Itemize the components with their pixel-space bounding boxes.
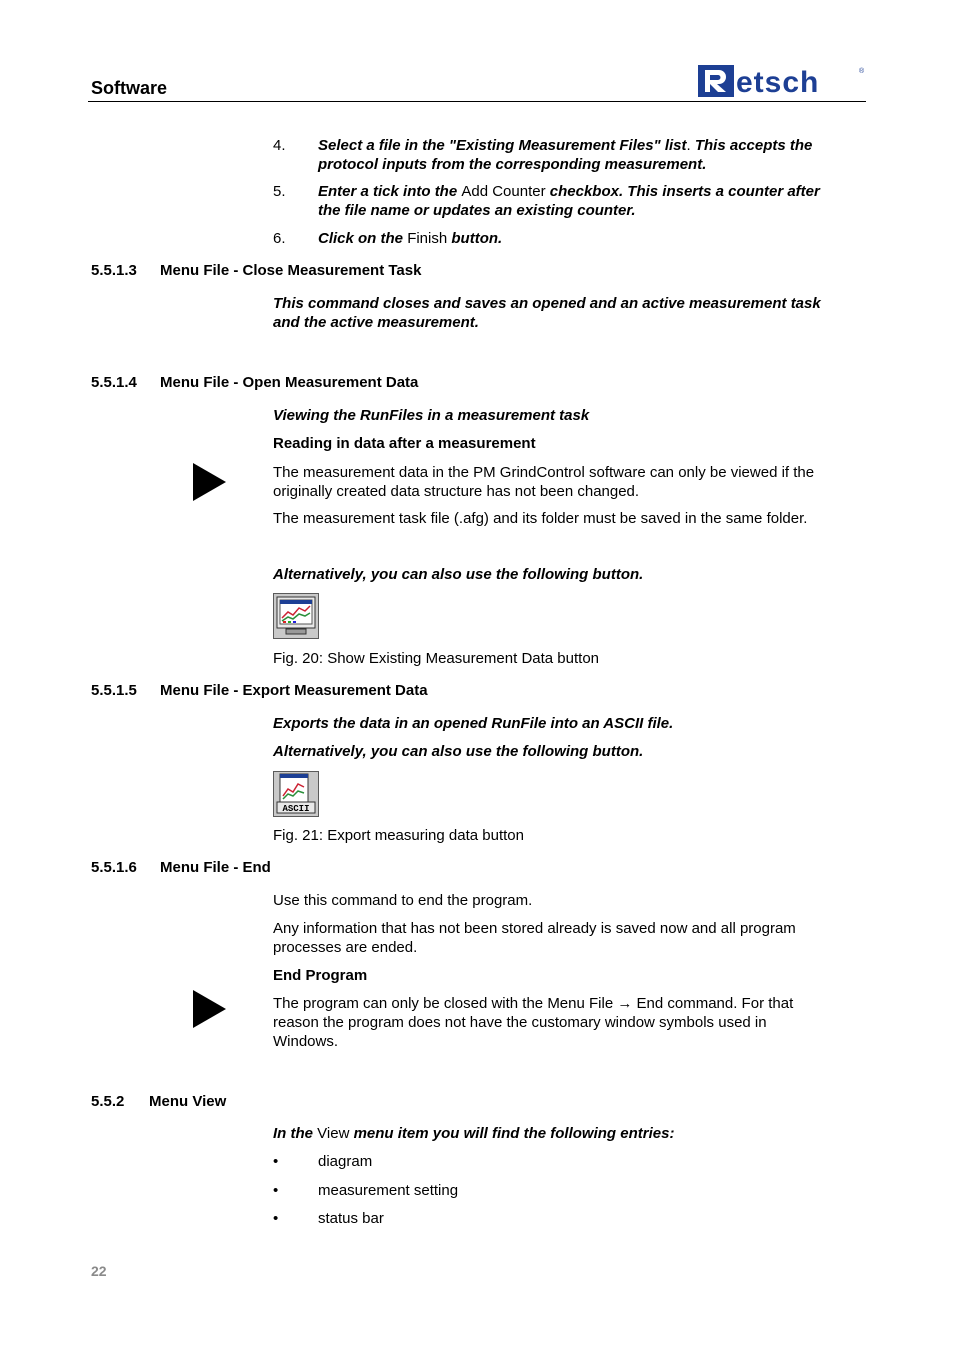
svg-text:®: ® — [859, 68, 865, 75]
section-title-5514: Menu File - Open Measurement Data — [160, 374, 419, 391]
page-number: 22 — [91, 1263, 107, 1279]
end-program-heading: End Program — [273, 967, 368, 984]
figure-21-caption: Fig. 21: Export measuring data button — [273, 827, 524, 844]
step-4-number: 4. — [273, 137, 286, 154]
step-5-text: Enter a tick into the — [318, 183, 462, 200]
view-menu-intro — [273, 1124, 674, 1143]
step-5-line-2: the file name or updates an existing counter. — [318, 202, 636, 219]
step-4-line-2: protocol inputs from the corresponding measurement. — [318, 156, 707, 173]
arrow-right-icon — [193, 990, 226, 1028]
bullet: • — [273, 1210, 279, 1227]
section-number-5516: 5.5.1.6 — [91, 859, 137, 876]
header-divider — [88, 101, 866, 102]
bullet: • — [273, 1182, 279, 1199]
step-5-number: 5. — [273, 183, 286, 200]
alternative-button-text: Alternatively, you can also use the following button. — [273, 743, 644, 760]
step-5-text: Add Counter — [461, 183, 550, 200]
export-description: Exports the data in an opened RunFile into an ASCII file. — [273, 715, 674, 732]
measurement-data-note-line-1: The measurement data in the PM GrindControl software can only be viewed if the — [273, 464, 815, 481]
step-6-line-1 — [318, 229, 502, 248]
end-program-note-line-3: Windows. — [273, 1033, 339, 1050]
show-existing-measurement-data-button[interactable] — [273, 593, 319, 639]
reading-data-heading: Reading in data after a measurement — [273, 435, 536, 452]
figure-20-caption: Fig. 20: Show Existing Measurement Data button — [273, 650, 600, 667]
section-number-5514: 5.5.1.4 — [91, 374, 137, 391]
svg-text:etsch: etsch — [736, 66, 820, 98]
retsch-logo — [698, 64, 866, 98]
end-command-description: Use this command to end the program. — [273, 892, 533, 909]
measurement-data-note-line-2: originally created data structure has not been changed. — [273, 483, 640, 500]
section-title-5513: Menu File - Close Measurement Task — [160, 262, 422, 279]
section-title-5515: Menu File - Export Measurement Data — [160, 682, 428, 699]
step-4-line-1 — [318, 136, 812, 155]
ascii-icon-label: ASCII — [282, 804, 310, 814]
section-title-5516: Menu File - End — [160, 859, 271, 876]
monitor-chart-icon — [274, 594, 318, 638]
viewing-runfiles-heading: Viewing the RunFiles in a measurement task — [273, 407, 590, 424]
list-item-measurement-setting: measurement setting — [318, 1182, 459, 1199]
list-item-status-bar: status bar — [318, 1210, 384, 1227]
end-info-line-2: processes are ended. — [273, 939, 418, 956]
list-item-diagram: diagram — [318, 1153, 373, 1170]
step-5-text: checkbox. This inserts a counter after — [549, 183, 820, 200]
ascii-export-icon — [274, 772, 318, 816]
view-intro-text: View — [317, 1125, 354, 1142]
alternative-button-text: Alternatively, you can also use the following button. — [273, 566, 644, 583]
end-info-line-1: Any information that has not been stored already is saved now and all program — [273, 920, 796, 937]
section-number-5515: 5.5.1.5 — [91, 682, 137, 699]
step-4-text: . — [686, 137, 695, 154]
step-5-line-1 — [318, 182, 820, 201]
end-program-note-line-2: reason the program does not have the customary window symbols used in — [273, 1014, 767, 1031]
section-number-5513: 5.5.1.3 — [91, 262, 137, 279]
step-4-text: Select a file in the "Existing Measurement Files" list — [318, 137, 687, 154]
task-file-note: The measurement task file (.afg) and its folder must be saved in the same folder. — [273, 510, 808, 527]
step-6-number: 6. — [273, 230, 286, 247]
section-number-552: 5.5.2 — [91, 1093, 125, 1110]
step-4-text: This accepts the — [694, 137, 813, 154]
page-header-title: Software — [91, 78, 168, 98]
export-measuring-data-button[interactable] — [273, 771, 319, 817]
bullet: • — [273, 1153, 279, 1170]
arrow-right-icon — [193, 463, 226, 501]
step-6-text: Click on the — [318, 230, 408, 247]
section-title-552: Menu View — [149, 1093, 227, 1110]
step-6-text: button. — [451, 230, 503, 247]
close-task-description-line-1: This command closes and saves an opened and an active measurement task — [273, 295, 821, 312]
step-6-text: Finish — [407, 230, 452, 247]
view-intro-text: In the — [273, 1125, 318, 1142]
close-task-description-line-2: and the active measurement. — [273, 314, 479, 331]
view-intro-text: menu item you will find the following entries: — [353, 1125, 675, 1142]
end-program-note-line-1: The program can only be closed with the Menu File → End command. For that — [273, 995, 794, 1012]
